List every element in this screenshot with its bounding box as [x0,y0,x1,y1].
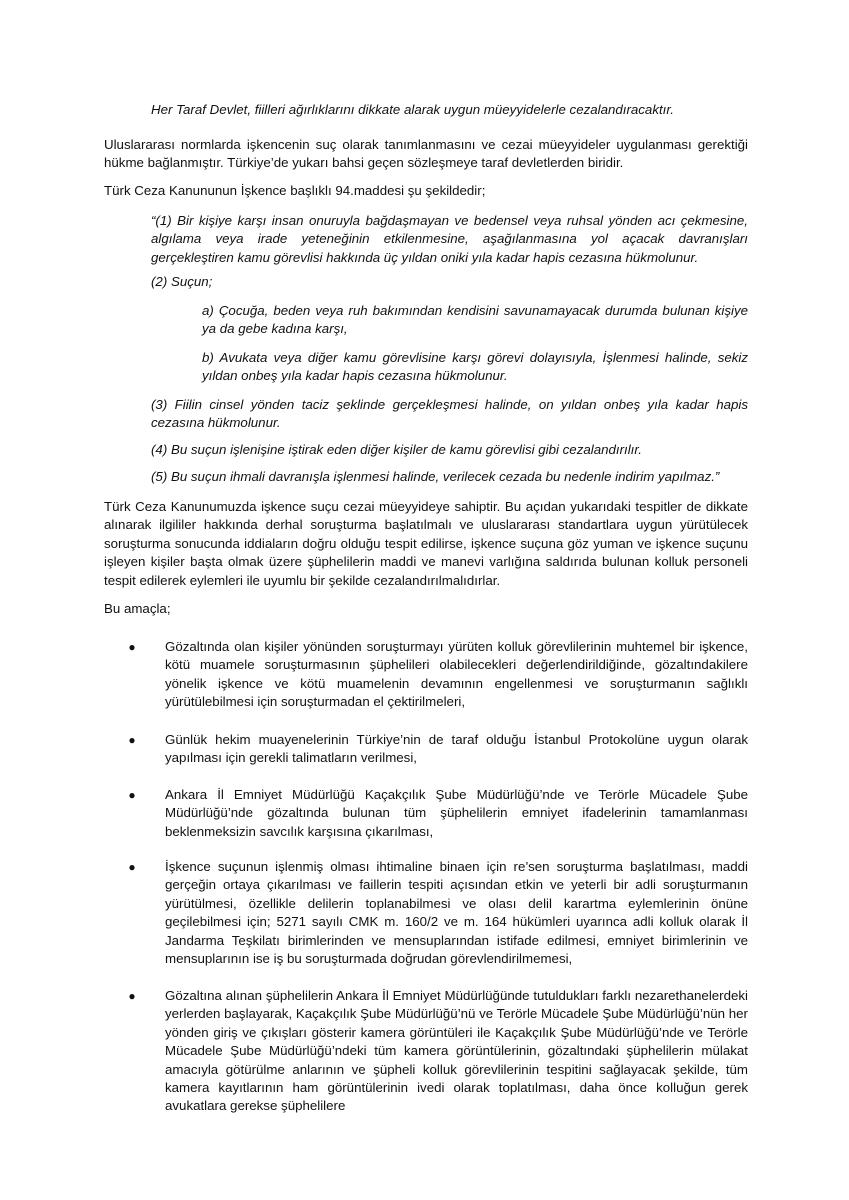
paragraph-criminal-sanction: Türk Ceza Kanunumuzda işkence suçu cezai müeyyideye sahiptir. Bu açıdan yukarıdaki tespitler de dikkate alınarak ilgililer hakkında derhal soruşturma başlatılmalı ve uluslararası standartlara uygun yürütülecek soruşturma sonucunda iddiaların doğru olduğu tespit edilirse, işkence suçuna göz yuman ve işkence suçunu işleyen kişiler başta olmak üzere şüphelilerin maddi ve manevi varlığına saldırıda bulunan kolluk personeli tespit edilerek eylemleri ile uyumlu bir şekilde cezalandırılmalıdırlar. [104,499,748,588]
article-clause-3: (3) Fiilin cinsel yönden taciz şeklinde gerçekleşmesi halinde, on yıldan onbeş yıla kadar hapis cezasına hükmolunur. [151,397,748,431]
bullet-icon: ● [128,860,136,874]
article-clause-4: (4) Bu suçun işlenişine iştirak eden diğer kişiler de kamu görevlisi gibi cezalandırılır. [151,442,642,457]
article-clause-5: (5) Bu suçun ihmali davranışla işlenmesi halinde, verilecek cezada bu nedenle indirim yapılmaz.” [151,469,720,484]
article-clause-1: “(1) Bir kişiye karşı insan onuruyla bağdaşmayan ve bedensel veya ruhsal yönden acı çekmesine, algılama veya irade yeteneğinin etkilenmesine, aşağılanmasına yol açacak davranışları gerçekleştiren kamu görevlisi hakkında üç yıldan oniki yıla kadar hapis cezasına hükmolunur. [151,213,748,265]
paragraph-for-this-purpose: Bu amaçla; [104,601,171,616]
article-clause-2b: b) Avukata veya diğer kamu görevlisine karşı görevi dolayısıyla, İşlenmesi halinde, sekiz yıldan onbeş yıla kadar hapis cezasına hükmolunur. [202,350,748,384]
list-item-text: Ankara İl Emniyet Müdürlüğü Kaçakçılık Şube Müdürlüğü’nde ve Terörle Mücadele Şube Müdürlüğü’nde gözaltında bulunan tüm şüphelilerin emniyet ifadelerinin tamamlanması beklenmeksizin savcılık karşısına çıkarılması, [165,787,748,839]
list-item-text: Gözaltında olan kişiler yönünden soruşturmayı yürüten kolluk görevlilerinin muhtemel bir işkence, kötü muamele soruşturmasının şüphelileri olabilecekleri değerlendirildiğinde, gözaltındakilere yönelik işkence ve kötü muamelenin devamının engellenmesi ve soruşturmanın sağlıklı yürütülebilmesi için soruşturmadan el çektirilmeleri, [165,639,748,710]
bullet-icon: ● [128,788,136,802]
list-item-text: Günlük hekim muayenelerinin Türkiye’nin de taraf olduğu İstanbul Protokolüne uygun olarak yapılması için gerekli talimatların verilmesi, [165,732,748,766]
article-clause-2a: a) Çocuğa, beden veya ruh bakımından kendisini savunamayacak durumda bulunan kişiye ya da gebe kadına karşı, [202,303,748,337]
list-item-text: Gözaltına alınan şüphelilerin Ankara İl Emniyet Müdürlüğünde tutuldukları farklı nezarethanelerdeki yerlerden başlayarak, Kaçakçılık Şube Müdürlüğü’nü ve Terörle Mücadele Şube Müdürlüğü’nün her yönden giriş ve çıkışları gösterir kamera görüntüleri ile Kaçakçılık Şube Müdürlüğü’nde ve Terörle Mücadele Şube Müdürlüğü’ndeki tüm kamera görüntülerinin, gözaltındaki şüphelilerin mülakat amacıyla götürülme anlarının ve şüpheli kolluk görevlilerinin tespitini sağlayacak şekilde, tüm kamera kayıtlarının ham görüntülerinin ivedi olarak toplatılması, daha önce kolluğun gerek avukatlara gerekse şüphelilere [165,988,748,1114]
bullet-icon: ● [128,733,136,747]
paragraph-international-norms: Uluslararası normlarda işkencenin suç olarak tanımlanmasını ve cezai müeyyideler uygulanması gerektiği hükme bağlanmıştır. Türkiye’de yukarı bahsi geçen sözleşmeye taraf devletlerden biridir. [104,137,748,171]
article-clause-2: (2) Suçun; [151,274,213,289]
intro-quote: Her Taraf Devlet, fiilleri ağırlıklarını dikkate alarak uygun müeyyidelerle cezalandıracaktır. [151,102,674,117]
bullet-icon: ● [128,989,136,1003]
paragraph-tck-94-intro: Türk Ceza Kanununun İşkence başlıklı 94.maddesi şu şekildedir; [104,183,486,198]
list-item-text: İşkence suçunun işlenmiş olması ihtimaline binaen için re’sen soruşturma başlatılması, maddi gerçeğin ortaya çıkarılması ve faillerin tespiti açısından etkin ve yeterli bir adli soruşturmanın yürütülmesi, özellikle delilerin toplanabilmesi ve olası delil karartma eylemlerinin önüne geçilebilmesi için; 5271 sayılı CMK m. 160/2 ve m. 164 hükümleri uyarınca adli kolluk olarak İl Jandarma Teşkilatı birimlerinden ve mensuplarından istifade edilmesi, emniyet birimlerinin ve mensuplarının ise iş bu soruşturmada doğrudan görevlendirilmemesi, [165,859,748,967]
bullet-icon: ● [128,640,136,654]
